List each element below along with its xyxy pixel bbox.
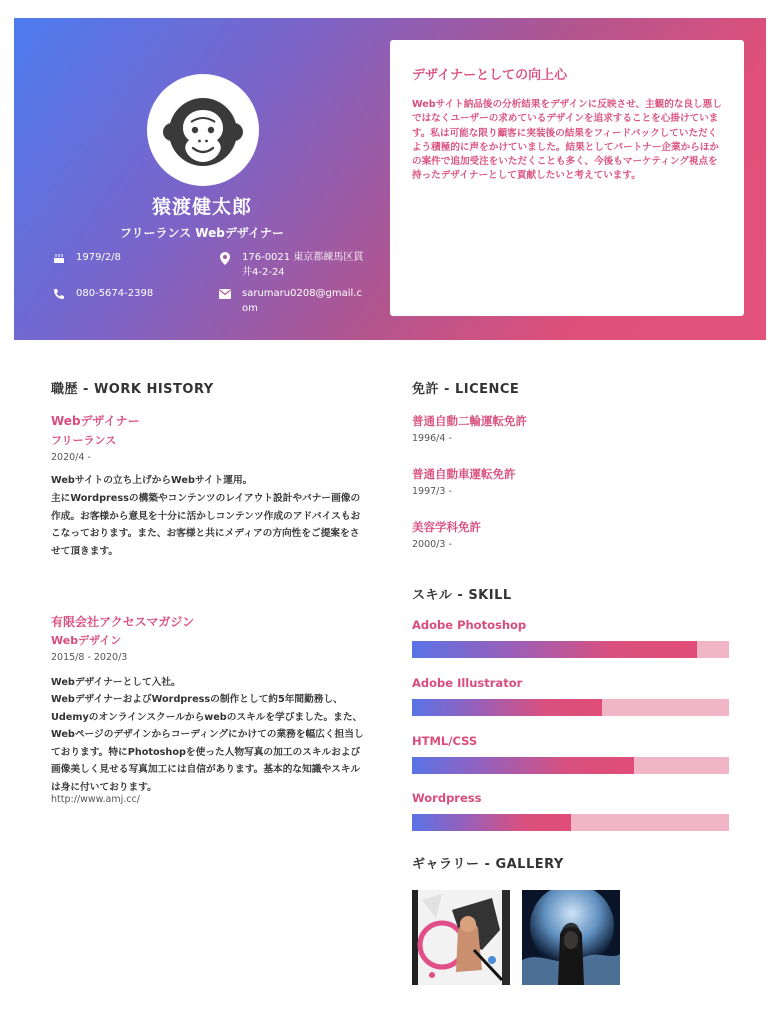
gallery-image-2[interactable] [522, 890, 620, 985]
phone-icon [52, 287, 66, 301]
company-link[interactable]: http://www.amj.cc/ [51, 794, 140, 805]
job-description-intro: Webデザイナーとして入社。 [51, 677, 181, 688]
address-item [218, 250, 368, 280]
skill-name: HTML/CSS [412, 734, 478, 748]
job-description: 主にWordpressの構築やコンテンツのレイアウト設計やバナー画像の作成。お客様から意見を十分に活かしコンテンツ作成のアドバイスもおこなっております。また、お客様と共にメディアの方向性をご提案をさせて頂きます。 [51, 493, 361, 557]
licence-date: 1996/4 - [412, 433, 452, 444]
skill-name: Adobe Photoshop [412, 618, 527, 632]
profile-name: 猿渡健太郎 [151, 196, 252, 218]
birthday-text: 1979/2/8 [76, 252, 121, 263]
licence-date: 1997/3 - [412, 486, 452, 497]
envelope-icon [218, 287, 232, 301]
job-title: 有限会社アクセスマガジン [51, 615, 195, 629]
job-description: WebデザイナーおよびWordpressの制作として約5年間勤務し、Udemyのオンラインスクールからwebのスキルを学びました。また、Webページのデザインからコーディングにかけての業務を幅広く担当しております。特にPhotoshopを使った人物写真の加工のスキルおよび画像美しく見せる写真加工には自信があります。基本的な知識やスキルは身に付いております。 [51, 694, 364, 793]
skill-bar-fill [412, 757, 634, 774]
cake-icon [52, 251, 66, 265]
licence-name: 美容学科免許 [412, 520, 481, 534]
job-period: 2020/4 - [51, 452, 91, 463]
job-period: 2015/8 - 2020/3 [51, 652, 128, 663]
monkey-icon [161, 88, 245, 172]
pr-body: Webサイト納品後の分析結果をデザインに反映させ、主観的な良し悪しではなくユーザーの求めているデザインを追求することを心掛けています。私は可能な限り顧客に実装後の結果をフィードバックしていただくよう積極的に声をかけていました。結果としてパートナー企業からほかの案件で追加受注をいただくことも多く、今後もマーケティング視点を持ったデザイナーとして貢献したいと考えています。 [412, 99, 722, 182]
email-text[interactable]: sarumaru0208@gmail.com [242, 288, 363, 314]
job-company: Webデザイン [51, 634, 122, 647]
email-item [218, 286, 368, 316]
pr-card [390, 40, 744, 316]
profile-role: フリーランス Webデザイナー [119, 226, 285, 240]
skill-name: Adobe Illustrator [412, 676, 523, 690]
gallery-image-1[interactable] [412, 890, 510, 985]
licence-name: 普通自動車運転免許 [412, 467, 516, 481]
licence-heading: 免許 - LICENCE [412, 382, 520, 397]
skill-heading: スキル - SKILL [412, 588, 512, 603]
job-description-intro: Webサイトの立ち上げからWebサイト運用。 [51, 475, 253, 486]
job-title: Webデザイナー [51, 414, 140, 428]
profile-header [14, 18, 766, 340]
skill-bar [412, 641, 729, 658]
work-history-heading: 職歴 - WORK HISTORY [51, 382, 214, 397]
skill-bar-fill [412, 699, 602, 716]
birthday-item [52, 250, 121, 265]
skill-name: Wordpress [412, 791, 482, 805]
pr-title: デザイナーとしての向上心 [412, 68, 568, 83]
phone-text: 080-5674-2398 [76, 288, 154, 299]
phone-item [52, 286, 153, 301]
skill-bar-fill [412, 641, 697, 658]
skill-bar [412, 814, 729, 831]
skill-bar-fill [412, 814, 571, 831]
licence-date: 2000/3 - [412, 539, 452, 550]
skill-bar [412, 699, 729, 716]
address-text: 176-0021 東京都練馬区貫井4-2-24 [242, 252, 364, 278]
job-company: フリーランス [51, 434, 117, 447]
licence-name: 普通自動二輪運転免許 [412, 414, 527, 428]
map-pin-icon [218, 251, 232, 265]
gallery-heading: ギャラリー - GALLERY [412, 857, 564, 872]
skill-bar [412, 757, 729, 774]
avatar [147, 74, 259, 186]
